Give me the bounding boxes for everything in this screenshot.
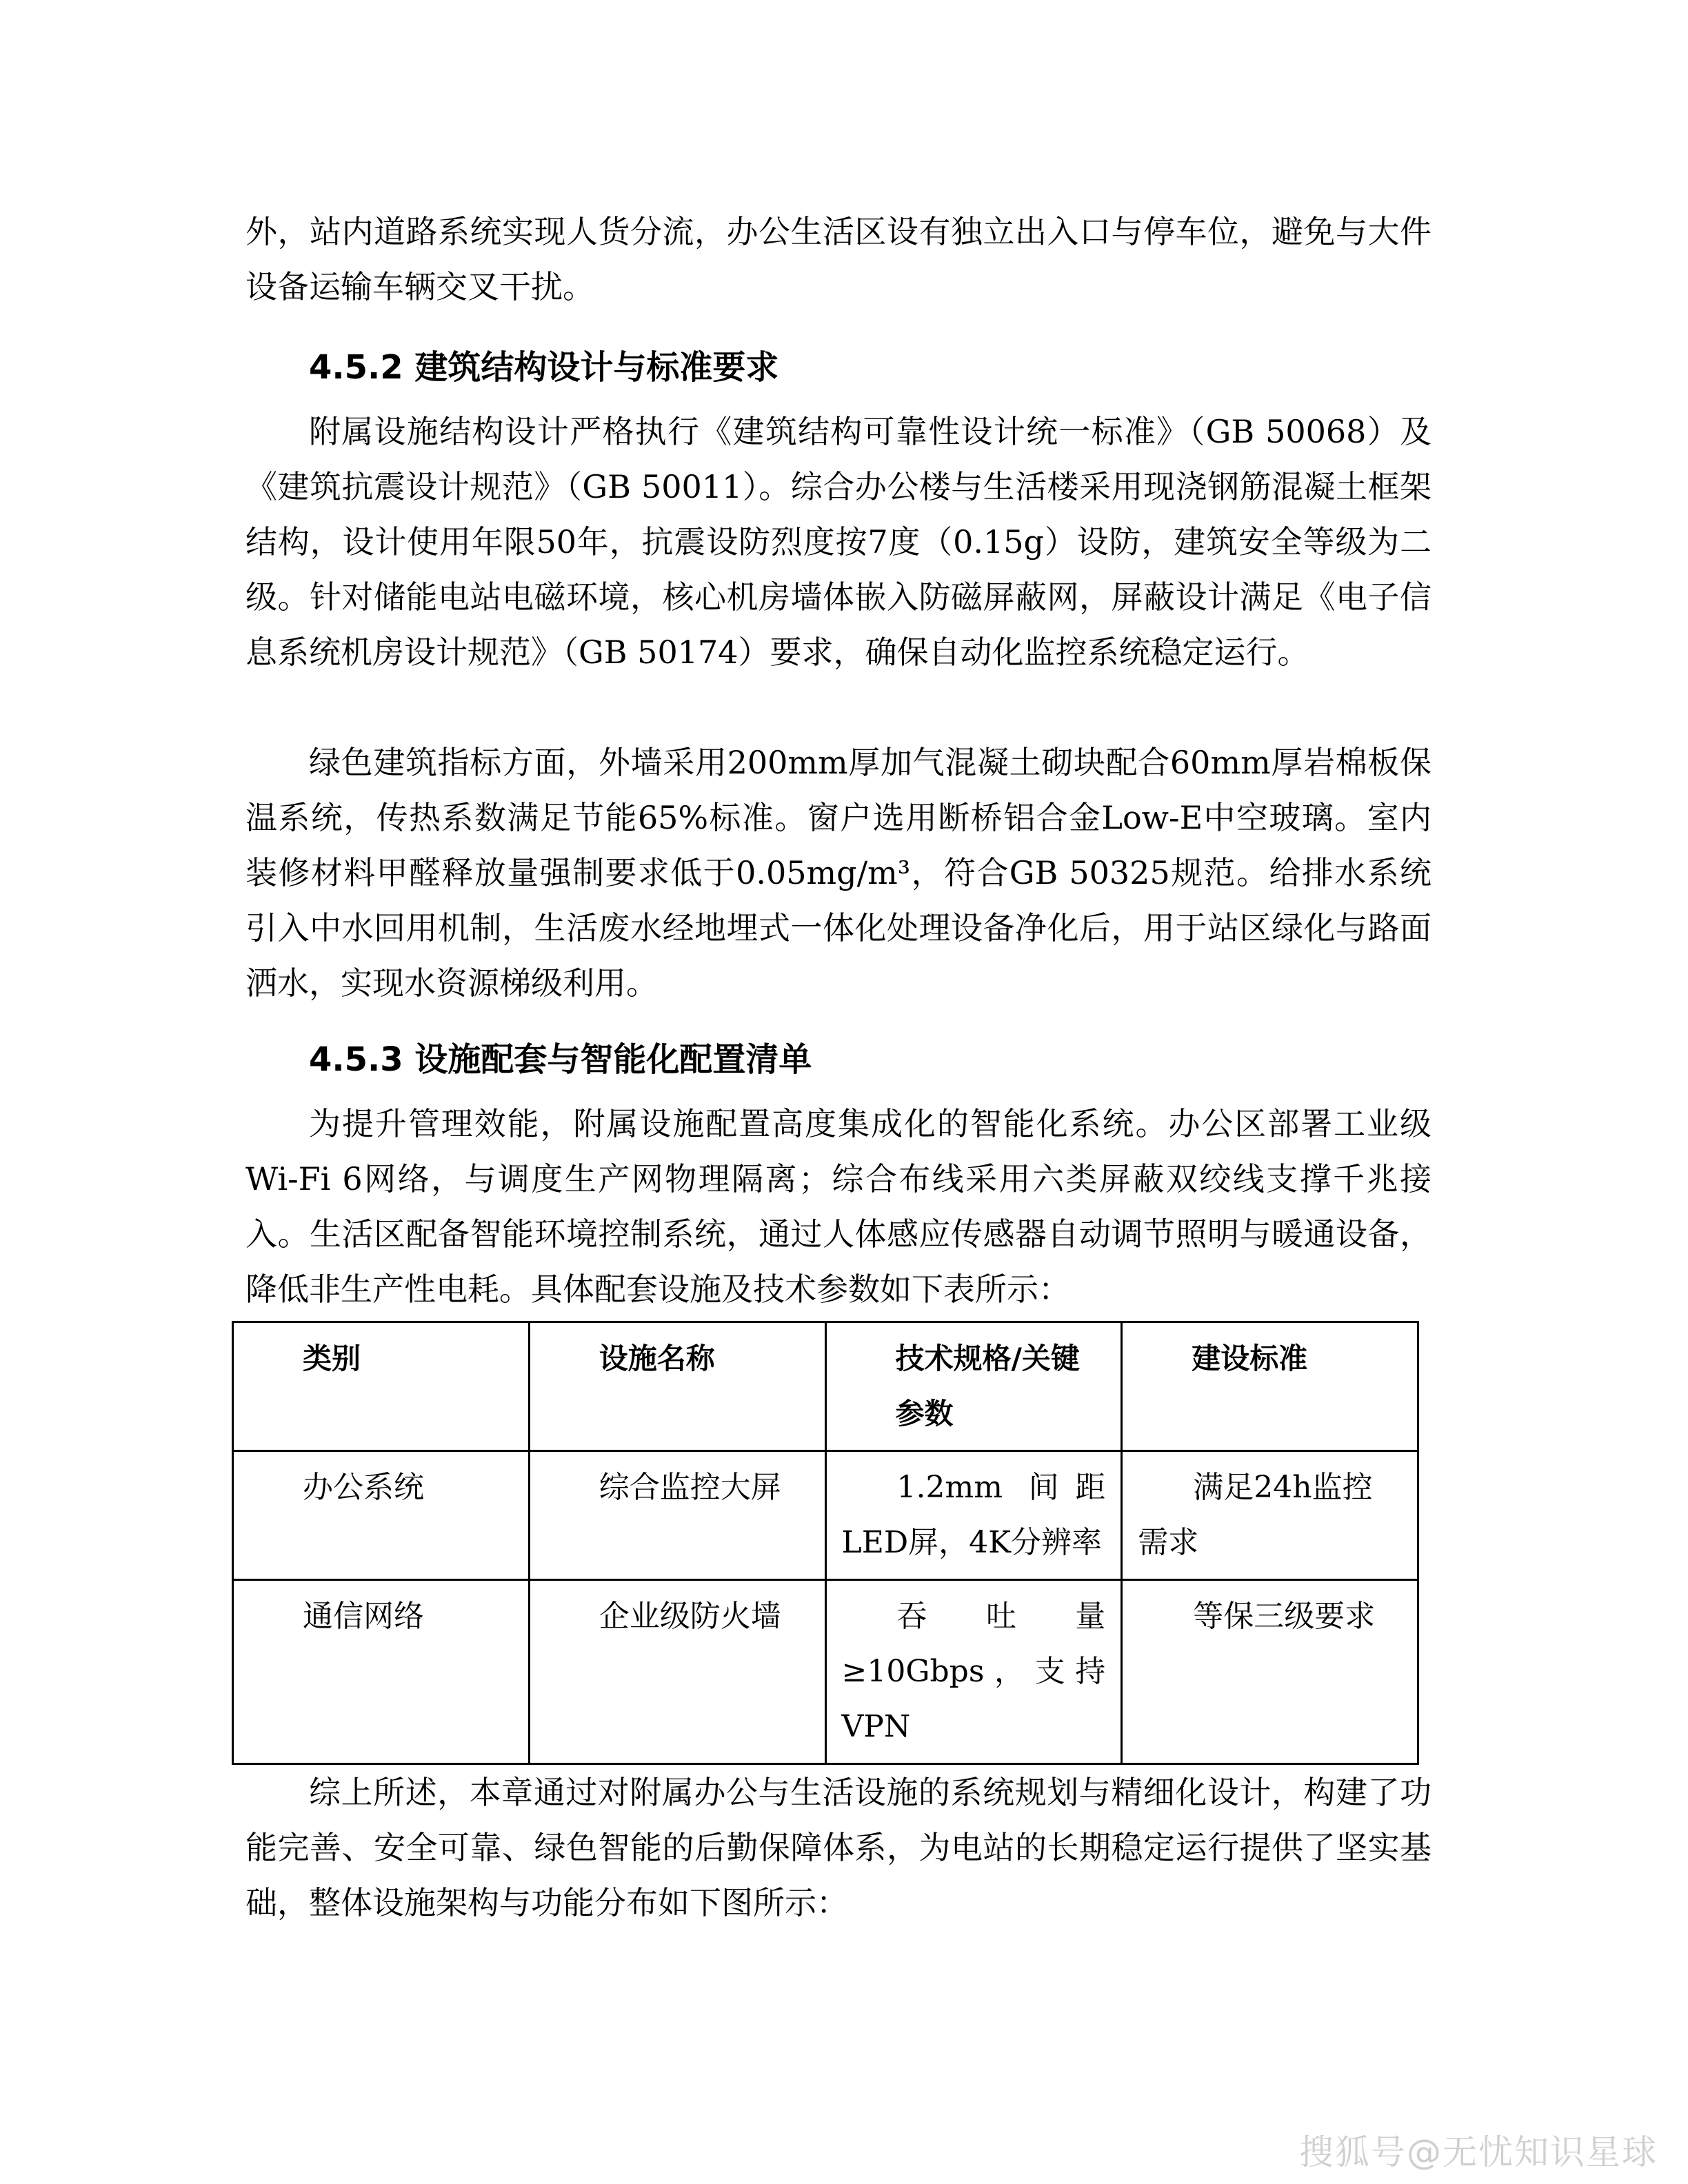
table-row (233, 1580, 1418, 1764)
section-heading-4-5-3: 4.5.3 设施配套与智能化配置清单 (309, 1040, 812, 1079)
table-cell: 吞吐量 ≥10Gbps，支持 VPN (825, 1580, 1122, 1764)
table-cell: 1.2mm 间距 LED屏，4K分辨率 (825, 1451, 1122, 1580)
table-row (233, 1451, 1418, 1580)
paragraph-continuation: 外，站内道路系统实现人货分流，办公生活区设有独立出入口与停车位，避免与大件设备运输车辆交叉干扰。 (245, 213, 1431, 305)
watermark: 搜狐号@无忧知识星球 (1299, 2132, 1658, 2172)
table-header-cell: 类别 (233, 1322, 530, 1451)
paragraph-intelligent-systems: 为提升管理效能，附属设施配置高度集成化的智能化系统。办公区部署工业级Wi-Fi 6网络，与调度生产网物理隔离；综合布线采用六类屏蔽双绞线支撑千兆接入。生活区配备智能环境控制系统，通过人体感应传感器自动调节照明与暖通设备，降低非生产性电耗。具体配套设施及技术参数如下表所示： (245, 1105, 1431, 1308)
table-header-cell: 设施名称 (529, 1322, 825, 1451)
paragraph-summary: 综上所述，本章通过对附属办公与生活设施的系统规划与精细化设计，构建了功能完善、安全可靠、绿色智能的后勤保障体系，为电站的长期稳定运行提供了坚实基础，整体设施架构与功能分布如下图所示： (245, 1774, 1431, 1921)
paragraph-structure-design: 附属设施结构设计严格执行《建筑结构可靠性设计统一标准》（GB 50068）及《建筑抗震设计规范》（GB 50011）。综合办公楼与生活楼采用现浇钢筋混凝土框架结构，设计使用年限50年，抗震设防烈度按7度（0.15g）设防，建筑安全等级为二级。针对储能电站电磁环境，核心机房墙体嵌入防磁屏蔽网，屏蔽设计满足《电子信息系统机房设计规范》（GB 50174）要求，确保自动化监控系统稳定运行。 (245, 413, 1431, 671)
table-header-row (233, 1322, 1418, 1451)
table-cell: 综合监控大屏 (529, 1451, 825, 1580)
table-header-cell: 建设标准 (1122, 1322, 1418, 1451)
table-cell: 满足24h监控需求 (1122, 1451, 1418, 1580)
table-cell: 企业级防火墙 (529, 1580, 825, 1764)
table-cell: 办公系统 (233, 1451, 530, 1580)
paragraph-green-building: 绿色建筑指标方面，外墙采用200mm厚加气混凝土砌块配合60mm厚岩棉板保温系统，传热系数满足节能65%标准。窗户选用断桥铝合金Low-E中空玻璃。室内装修材料甲醛释放量强制要求低于0.05mg/m³，符合GB 50325规范。给排水系统引入中水回用机制，生活废水经地埋式一体化处理设备净化后，用于站区绿化与路面洒水，实现水资源梯级利用。 (245, 744, 1431, 1002)
table-cell: 等保三级要求 (1122, 1580, 1418, 1764)
table-cell: 通信网络 (233, 1580, 530, 1764)
table-header-cell: 技术规格/关键参数 (825, 1322, 1122, 1451)
section-heading-4-5-2: 4.5.2 建筑结构设计与标准要求 (309, 348, 779, 387)
facility-spec-table (232, 1321, 1419, 1765)
